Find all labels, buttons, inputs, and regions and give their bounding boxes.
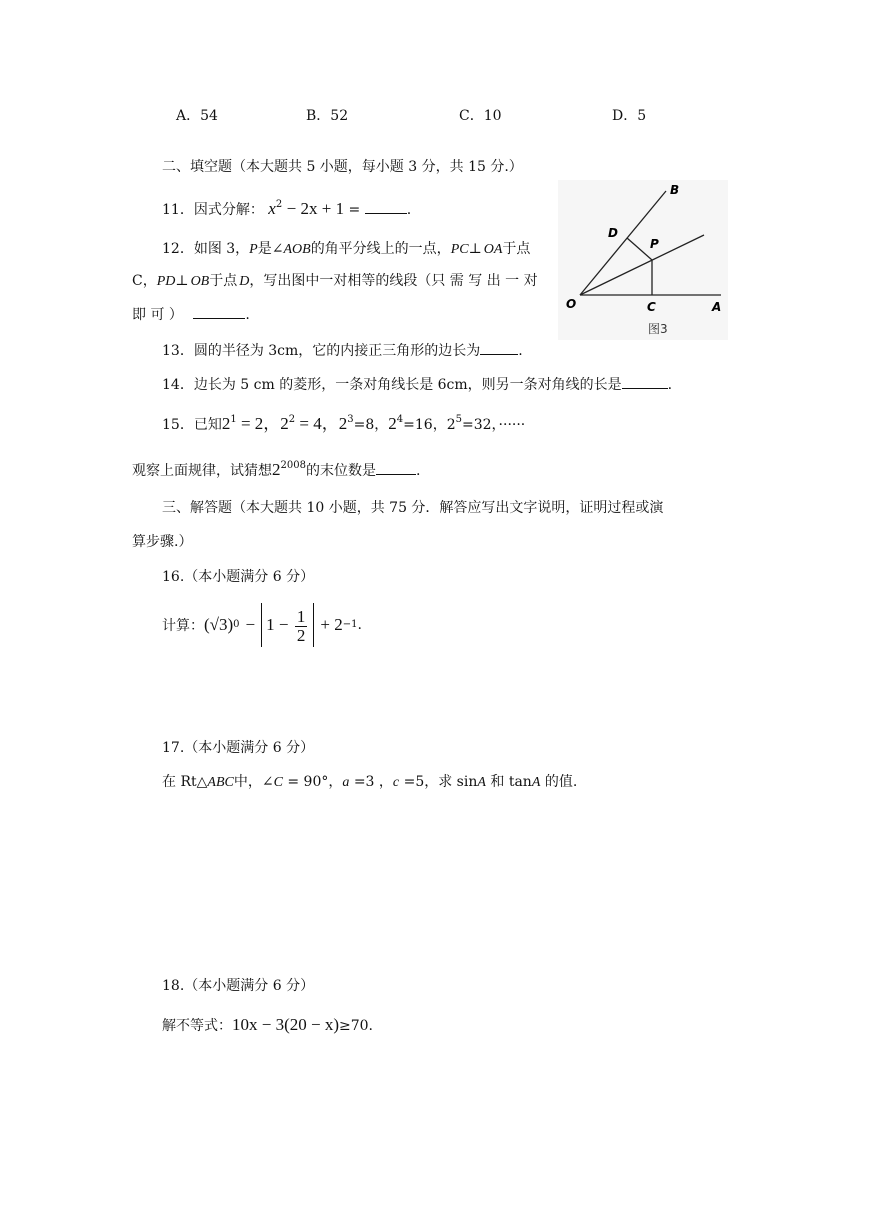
q16-heading: 16.（本小题满分 6 分） bbox=[162, 569, 315, 585]
q16-expression: 计算： (√3) 0 − 1 − $\frac{1}{2}$ + 2 −1 . bbox=[162, 600, 362, 650]
q18-heading: 18.（本小题满分 6 分） bbox=[162, 978, 315, 994]
q15-base: 2 bbox=[221, 414, 231, 433]
label-d: D bbox=[608, 226, 618, 240]
q17-heading: 17.（本小题满分 6 分） bbox=[162, 740, 315, 756]
q12-perp: ⊥ bbox=[468, 241, 482, 257]
question-12-line2 bbox=[132, 271, 538, 292]
question-13 bbox=[162, 340, 523, 361]
q15-text: 观察上面规律，试猜想 bbox=[132, 463, 272, 479]
q15-exp: 2 bbox=[288, 414, 296, 425]
q16-abs bbox=[261, 603, 314, 647]
q12-ob: OB bbox=[190, 274, 210, 289]
q11-label: 11．因式分解： bbox=[162, 202, 264, 218]
q12-text: C， bbox=[132, 273, 157, 289]
q17-A: A bbox=[477, 775, 486, 790]
choice-d: D．5 bbox=[612, 108, 647, 124]
question-12-line1 bbox=[162, 239, 530, 260]
q15-rest: =8， bbox=[353, 417, 389, 433]
label-p: P bbox=[650, 237, 659, 251]
q11-expr: − 2x + 1 bbox=[286, 199, 345, 218]
q15-rest: = 4， bbox=[295, 414, 339, 433]
q11-x: x bbox=[268, 199, 276, 218]
choice-b: B．52 bbox=[306, 108, 349, 124]
q12-text: 即 可 ） bbox=[132, 307, 183, 323]
q17-c: C bbox=[273, 775, 283, 790]
q12-blank bbox=[193, 304, 245, 319]
figure-background bbox=[558, 180, 728, 340]
q16-fraction bbox=[295, 608, 308, 645]
q15-rest: =32，······ bbox=[462, 417, 526, 433]
figure-caption: 图3 bbox=[648, 322, 668, 336]
label-a: A bbox=[712, 300, 722, 314]
figure-3 bbox=[558, 180, 728, 340]
q17-text: 在 Rt△ bbox=[162, 774, 208, 790]
q18-label: 解不等式： bbox=[162, 1018, 232, 1034]
q15-label: 15．已知 bbox=[162, 417, 222, 433]
q15-base: 2 bbox=[388, 414, 397, 433]
q12-perp: ⊥ bbox=[175, 273, 189, 289]
q12-d: D bbox=[239, 274, 250, 289]
q12-pc: PC bbox=[450, 242, 469, 257]
q12-text: ，写出图中一对相等的线段（只 需 写 出 一 对 bbox=[249, 273, 538, 289]
q14-end: . bbox=[667, 377, 673, 393]
q14-text: 14．边长为 5 cm 的菱形，一条对角线长是 6cm，则另一条对角线的长是 bbox=[162, 377, 622, 393]
q11-end: . bbox=[406, 202, 412, 218]
q13-blank bbox=[480, 340, 518, 355]
q14-blank bbox=[622, 374, 668, 389]
q11-exp: 2 bbox=[275, 199, 283, 210]
question-12-line3 bbox=[132, 304, 250, 325]
q15-exp: 2008 bbox=[280, 460, 306, 471]
q17-text: = 90°， bbox=[282, 774, 343, 790]
q15-text: 的末位数是 bbox=[305, 463, 376, 479]
q16-end: . bbox=[357, 617, 362, 633]
q16-plus: + 2 bbox=[320, 615, 343, 634]
q12-text: 于点 bbox=[209, 273, 238, 289]
q12-text: 12．如图 3， bbox=[162, 241, 250, 257]
choice-a: A．54 bbox=[176, 108, 218, 124]
q15-exp: 3 bbox=[347, 414, 354, 425]
q15-end: . bbox=[415, 463, 421, 479]
q15-exp: 5 bbox=[455, 414, 462, 425]
label-c: C bbox=[647, 300, 656, 314]
choice-c: C．10 bbox=[459, 108, 502, 124]
question-14 bbox=[162, 374, 672, 395]
q11-eq: = bbox=[348, 202, 361, 218]
question-11 bbox=[162, 199, 411, 220]
q16-minus: − bbox=[245, 615, 256, 634]
q16-den: 2 bbox=[296, 625, 306, 645]
q17-text: 和 tan bbox=[485, 774, 532, 790]
q15-exp: 1 bbox=[230, 414, 237, 425]
q17-body bbox=[162, 772, 577, 793]
q17-abc: ABC bbox=[207, 775, 234, 790]
q18-expr: 10x − 3(20 − x) bbox=[232, 1015, 339, 1034]
q12-text: 于点 bbox=[502, 241, 531, 257]
q12-oa: OA bbox=[483, 242, 503, 257]
q15-base: 2 bbox=[338, 414, 348, 433]
q12-pd: PD bbox=[156, 274, 176, 289]
q15-exp: 4 bbox=[396, 414, 404, 425]
section3-line2: 算步骤.） bbox=[132, 534, 193, 550]
q12-p: P bbox=[249, 242, 258, 257]
question-15-line2 bbox=[132, 460, 420, 481]
q16-one-minus: 1 − bbox=[266, 615, 289, 634]
q12-text: 是∠ bbox=[257, 241, 284, 257]
label-b: B bbox=[670, 183, 680, 197]
q17-A: A bbox=[531, 775, 541, 790]
q16-num: 1 bbox=[296, 606, 306, 626]
q15-base: 2 bbox=[446, 417, 456, 433]
q18-rest: ≥70. bbox=[339, 1018, 373, 1034]
q17-text: 中，∠ bbox=[233, 774, 274, 790]
q15-rest: = 2， bbox=[236, 414, 281, 433]
q16-label: 计算： bbox=[162, 618, 204, 634]
q15-rest: =16， bbox=[403, 417, 447, 433]
q16-root: (√3) bbox=[204, 615, 234, 634]
q17-text: =3 ， bbox=[349, 774, 393, 790]
q12-aob: AOB bbox=[283, 242, 311, 257]
q17-a: a bbox=[342, 775, 350, 790]
label-o: O bbox=[566, 297, 577, 311]
section3-line1: 三、解答题（本大题共 10 小题，共 75 分．解答应写出文字说明，证明过程或演 bbox=[162, 500, 664, 516]
q15-base: 2 bbox=[280, 414, 289, 433]
q15-base: 2 bbox=[272, 460, 281, 479]
q11-blank bbox=[365, 199, 407, 214]
q17-text: 的值. bbox=[540, 774, 578, 790]
q17-cvar: c bbox=[392, 775, 400, 790]
q17-text: =5，求 sin bbox=[399, 774, 478, 790]
q15-blank bbox=[376, 460, 416, 475]
q18-body bbox=[162, 1015, 373, 1036]
q13-end: . bbox=[518, 343, 523, 359]
q12-end: . bbox=[245, 307, 250, 323]
q13-text: 13．圆的半径为 3cm，它的内接正三角形的边长为 bbox=[162, 343, 481, 359]
question-15-line1 bbox=[162, 414, 525, 435]
section2-heading: 二、填空题（本大题共 5 小题，每小题 3 分，共 15 分.） bbox=[162, 159, 523, 175]
q12-text: 的角平分线上的一点， bbox=[310, 241, 451, 257]
